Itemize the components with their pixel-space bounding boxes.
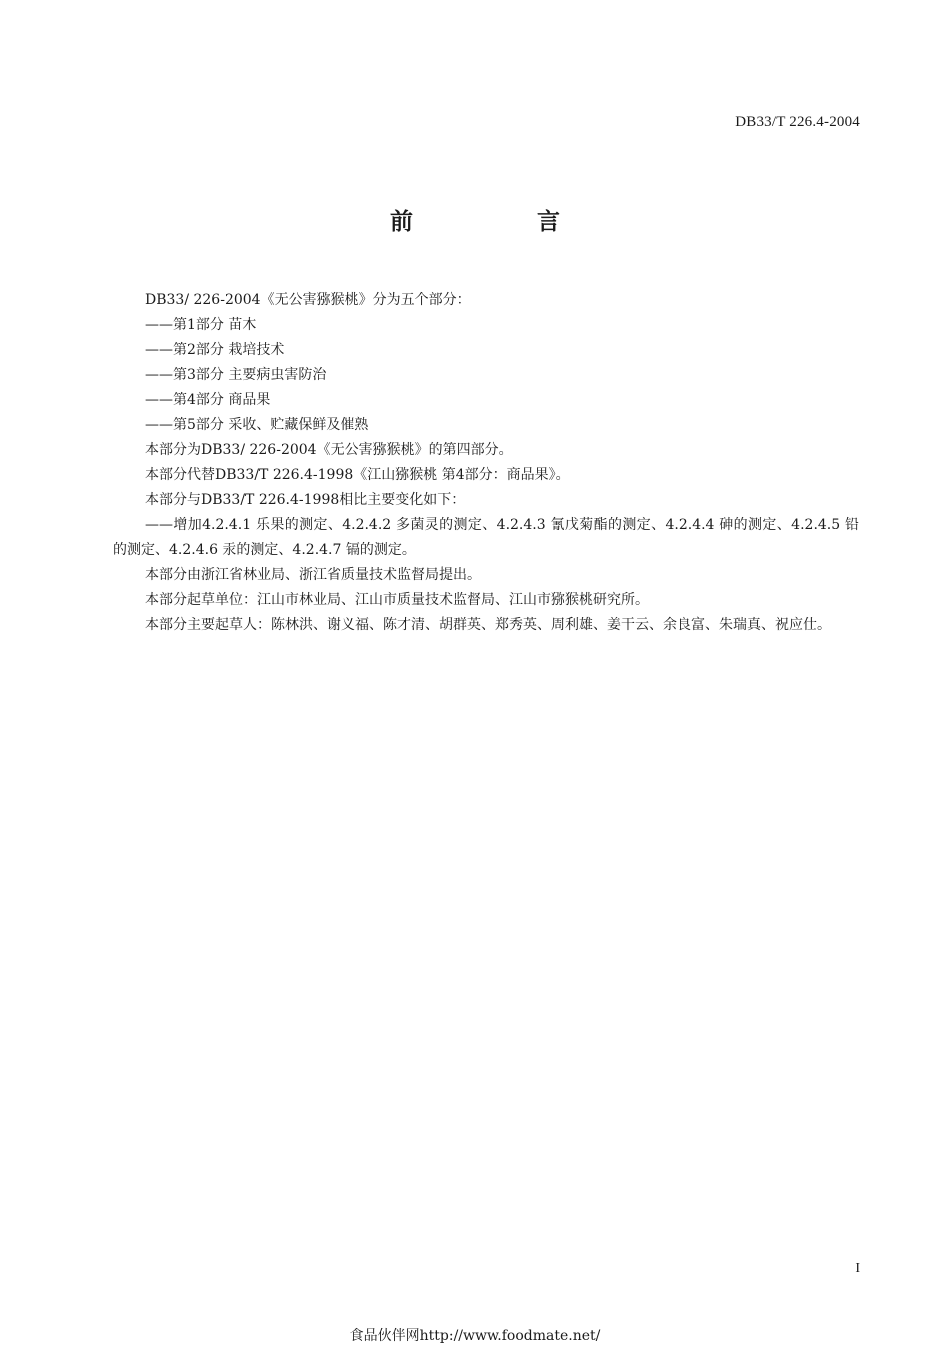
footer-link[interactable]: 食品伙伴网http://www.foodmate.net/ — [349, 1328, 601, 1344]
page-title: 前 言 — [389, 209, 618, 235]
paragraph-this-part: 本部分为DB33/ 226-2004《无公害猕猴桃》的第四部分。 — [145, 442, 513, 458]
page-number: I — [855, 1261, 860, 1276]
standard-code: DB33/T 226.4-2004 — [735, 114, 860, 130]
paragraph-intro: DB33/ 226-2004《无公害猕猴桃》分为五个部分： — [145, 292, 471, 308]
list-item-part-1: ——第1部分 苗木 — [145, 317, 257, 333]
foreword-body — [113, 288, 859, 638]
list-item-part-2: ——第2部分 栽培技术 — [145, 342, 285, 358]
paragraph-replaces: 本部分代替DB33/T 226.4-1998《江山猕猴桃 第4部分：商品果》。 — [145, 467, 570, 483]
paragraph-proposed-by: 本部分由浙江省林业局、浙江省质量技术监督局提出。 — [145, 567, 481, 583]
list-item-part-3: ——第3部分 主要病虫害防治 — [145, 367, 327, 383]
paragraph-drafters: 本部分主要起草人：陈林洪、谢义福、陈才清、胡群英、郑秀英、周利雄、姜干云、余良富、朱瑞真、祝应仕。 — [145, 617, 831, 633]
paragraph-drafting-units: 本部分起草单位：江山市林业局、江山市质量技术监督局、江山市猕猴桃研究所。 — [145, 592, 649, 608]
list-item-part-4: ——第4部分 商品果 — [145, 392, 271, 408]
paragraph-changes-intro: 本部分与DB33/T 226.4-1998相比主要变化如下： — [145, 492, 466, 508]
list-item-part-5: ——第5部分 采收、贮藏保鲜及催熟 — [145, 417, 369, 433]
list-item-changes: ——增加4.2.4.1 乐果的测定、4.2.4.2 多菌灵的测定、4.2.4.3 氰戊菊酯的测定、4.2.4.4 砷的测定、4.2.4.5 铅的测定、4.2.4.6 汞的测定、4.2.4.7 镉的测定。 — [113, 517, 859, 558]
